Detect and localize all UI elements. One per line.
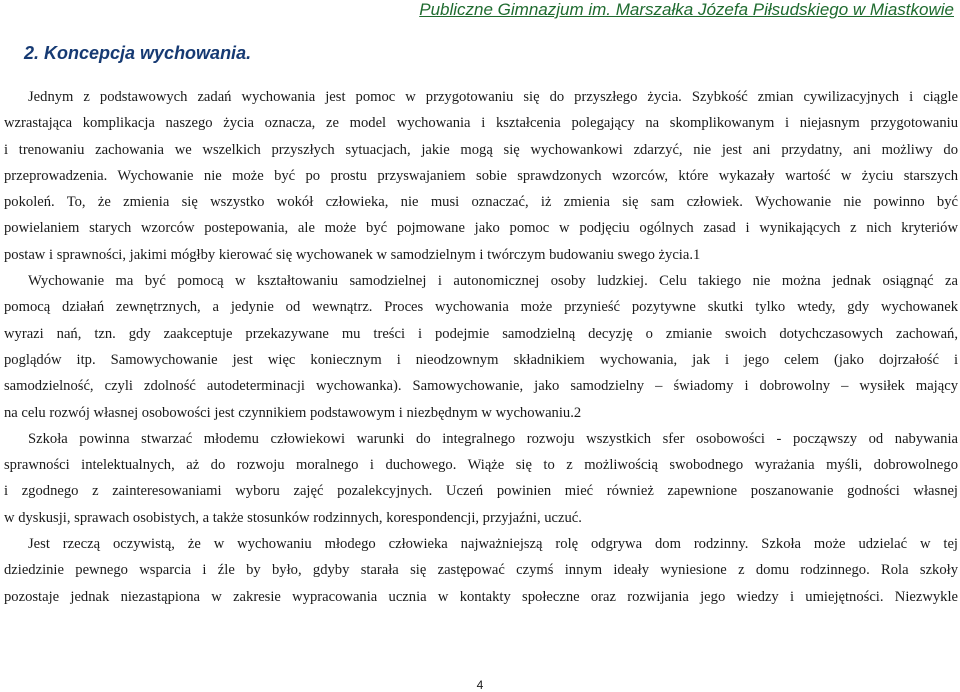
- text-line: sprawności intelektualnych, aż do rozwoju moralnego i duchowego. Wiąże się to z możliwością swobodnego wyrażania myśli, dobrowolnego: [4, 457, 958, 474]
- text-line: poglądów itp. Samowychowanie jest więc koniecznym i nieodzownym składnikiem wychowania, jak i jego celem (jako dojrzałość i: [4, 351, 958, 368]
- text-line: Jednym z podstawowych zadań wychowania jest pomoc w przygotowaniu się do przyszłego życia. Szybkość zmian cywilizacyjnych i ciągle: [28, 89, 958, 105]
- text-line: na celu rozwój własnej osobowości jest czynnikiem podstawowym i niezbędnym w wychowaniu.2: [4, 404, 582, 421]
- running-header: Publiczne Gimnazjum im. Marszałka Józefa Piłsudskiego w Miastkowie: [419, 0, 954, 19]
- text-line: w dyskusji, sprawach osobistych, a także stosunków rodzinnych, korespondencji, przyjaźni, uczuć.: [4, 509, 582, 526]
- text-line: pozostaje jednak niezastąpiona w zakresie wypracowania ucznia w kontakty społeczne oraz rozwijania jego wiedzy i umiejętności. Niezwykle: [4, 588, 958, 605]
- text-line: powielaniem starych wzorców postepowania, ale może być pojmowane jako pomoc w podjęciu ogólnych zasad i wynikających z nich kryteriów: [4, 220, 958, 237]
- text-line: dziedzinie pewnego wsparcia i źle by było, gdyby starała się zastępować czymś innym ideały wyniesione z domu rodzinnego. Rola szkoły: [4, 562, 958, 579]
- text-line: samodzielność, czyli zdolność autodeterminacji wychowanka). Samowychowanie, jako samodzielny – świadomy i dobrowolny – wysiłek mający: [4, 378, 958, 395]
- section-heading: 2. Koncepcja wychowania.: [24, 43, 252, 63]
- text-line: i zgodnego z zainteresowaniami wyboru zajęć pozalekcyjnych. Uczeń powinien mieć również zapewnione poszanowanie godności własnej: [4, 483, 958, 500]
- page-number: 4: [476, 678, 484, 692]
- body-text: [4, 84, 958, 610]
- text-line: i trenowaniu zachowania we wszelkich przyszłych sytuacjach, jakie mogą się wychowankowi zdarzyć, nie jest ani przydatny, ani możliwy do: [4, 141, 958, 158]
- text-line: wzrastająca komplikacja naszego życia oznacza, ze model wychowania i kształcenia polegający na skomplikowanym i niejasnym przygotowaniu: [4, 115, 958, 132]
- text-line: przeprowadzenia. Wychowanie nie może być po prostu przyswajaniem sobie sprawdzonych wzorców, które wykazały wartość w życiu starszych: [4, 167, 958, 184]
- text-line: pokoleń. To, że zmienia się wszystko wokół człowieka, nie musi oznaczać, iż zmienia się sam człowiek. Wychowanie nie powinno być: [4, 194, 958, 211]
- text-line: Jest rzeczą oczywistą, że w wychowaniu młodego człowieka najważniejszą rolę odgrywa dom rodzinny. Szkoła może udzielać w tej: [28, 536, 958, 553]
- text-line: wyrazi nań, tzn. gdy zaakceptuje przekazywane mu treści i podejmie samodzielną decyzję o zmianie swoich dotychczasowych zachowań,: [4, 325, 958, 342]
- text-line: Wychowanie ma być pomocą w kształtowaniu samodzielnej i autonomicznej osoby ludzkiej. Celu takiego nie można jednak osiągnąć za: [28, 273, 958, 290]
- text-line: postaw i sprawności, jakimi mógłby kierować się wychowanek w samodzielnym i twórczym budowaniu swego życia.1: [4, 246, 701, 263]
- text-line: Szkoła powinna stwarzać młodemu człowiekowi warunki do integralnego rozwoju wszystkich sfer osobowości - począwszy od nabywania: [28, 430, 958, 447]
- text-line: pomocą działań zewnętrznych, a jedynie od wewnątrz. Proces wychowania może przynieść pozytywne skutki tylko wtedy, gdy wychowanek: [4, 299, 958, 316]
